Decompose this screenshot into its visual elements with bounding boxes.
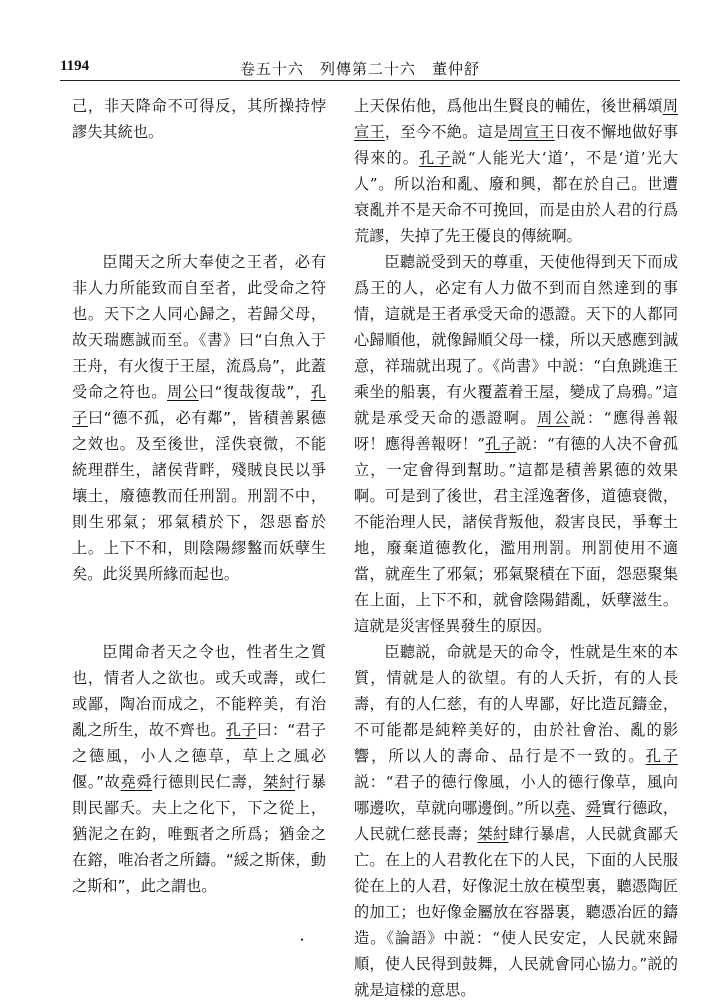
name-zhou: 紂 (492, 825, 509, 843)
classical-text-column (72, 93, 326, 899)
name-shun: 舜 (585, 799, 602, 817)
name-kongzi: 孔子 (419, 149, 452, 167)
name-jie: 桀 (263, 773, 280, 791)
name-kongzi: 孔子 (225, 721, 257, 739)
translation-paragraph-2: 臣聽説受到天的尊重，天使他得到天下而成爲王的人，必定有人力做不到而自然達到的事情，這就是王者承受天命的憑證。天下的人都同心歸順他，就像歸順父母一樣，所以天感應到誠意，祥瑞就出現了。《尚書》中説：“白魚跳進王乘坐的船裏，有火覆蓋着王屋，變成了烏鴉。”這就是承受天命的憑證啊。周公説：“應得善報呀！應得善報呀！”孔子説：“有德的人决不會孤立，一定會得到幫助。”這都是積善累德的效果啊。可是到了後世，君主淫逸奢侈，道德衰微，不能治理人民，諸侯背叛他，殺害良民，爭奪土地，廢棄道德教化，濫用刑罰。刑罰使用不適當，就産生了邪氣；邪氣聚積在下面，怨惡聚集在上面，上下不和，就會陰陽錯亂，妖孽滋生。這就是災害怪異發生的原因。 (354, 253, 679, 635)
page-header (60, 58, 680, 80)
name-kongzi: 孔子 (485, 435, 517, 453)
name-xuanwang: 周宣王 (354, 97, 678, 141)
name-yao: 堯 (120, 773, 137, 791)
name-kongzi: 孔子 (645, 747, 678, 765)
classical-paragraph-3: 臣聞命者天之令也，性者生之質也，情者人之欲也。或夭或壽，或仁或鄙，陶冶而成之，不能粹美，有治亂之所生，故不齊也。孔子曰：“君子之德風，小人之德草，草上之風必偃。”故堯舜行德則民仁壽，桀紂行暴則民鄙夭。夫上之化下，下之從上，猶泥之在鈞，唯甄者之所爲；猶金之在鎔，唯冶者之所鑄。“綏之斯俫，動之斯和”，此之謂也。 (72, 643, 327, 895)
name-jie: 桀 (477, 825, 493, 843)
name-zhougong: 周公 (167, 383, 199, 401)
name-zhou: 紂 (279, 773, 295, 791)
translation-paragraph-3: 臣聽説，命就是天的命令，性就是生來的本質，情就是人的欲望。有的人夭折，有的人長壽，有的人仁慈，有的人卑鄙，好比造瓦鑄金，不可能都是純粹美好的，由於社會治、亂的影響，所以人的壽命、品行是不一致的。孔子説：“君子的德行像風，小人的德行像草，風向哪邊吹，草就向哪邊倒。”所以堯、舜實行德政，人民就仁慈長壽；桀紂肆行暴虐，人民就貪鄙夭亡。在上的人君教化在下的人民，下面的人民服從在上的人君，好像泥土放在模型裏，聽憑陶匠的加工；也好像金屬放在容器裏，聽憑冶匠的鑄造。《論語》中説：“使人民安定，人民就來歸順，使人民得到鼓舞，人民就會同心協力。”説的就是這樣的意思。 (354, 643, 679, 999)
name-xuanwang: 周宣王 (508, 123, 555, 141)
stray-mark: ・ (296, 933, 309, 947)
page-number: 1194 (60, 58, 90, 74)
running-title: 卷五十六 列傳第二十六 董仲舒 (240, 60, 481, 78)
classical-paragraph-2: 臣聞天之所大奉使之王者，必有非人力所能致而自至者，此受命之符也。天下之人同心歸之，若歸父母，故天瑞應誠而至。《書》曰“白魚入于王舟，有火復于王屋，流爲烏”，此蓋受命之符也。周公曰“復哉復哉”，孔子曰“德不孤，必有鄰”，皆積善累德之效也。及至後世，淫佚衰微，不能統理群生，諸侯背畔，殘賊良民以爭壤土，廢德教而任刑罰。刑罰不中，則生邪氣；邪氣積於下，怨惡畜於上。上下不和，則陰陽繆盭而妖孽生矣。此災異所緣而起也。 (72, 253, 327, 583)
translation-paragraph-1: 上天保佑他，爲他出生賢良的輔佐，後世稱頌周宣王，至今不絶。這是周宣王日夜不懈地做好事得來的。孔子説“人能光大‘道’，不是‘道’光大人”。所以治和亂、廢和興，都在於自己。世遭衰亂并不是天命不可挽回，而是由於人君的行爲荒謬，失掉了先王優良的傳統啊。 (354, 97, 679, 245)
header-rule (60, 80, 680, 81)
translation-column (354, 93, 678, 1003)
classical-paragraph-1: 己，非天降命不可得反，其所操持悖謬失其統也。 (72, 97, 326, 141)
name-yao: 堯 (554, 799, 571, 817)
name-zhougong: 周公 (537, 409, 571, 427)
name-kongzi: 孔子 (72, 383, 327, 427)
name-shun: 舜 (136, 773, 153, 791)
